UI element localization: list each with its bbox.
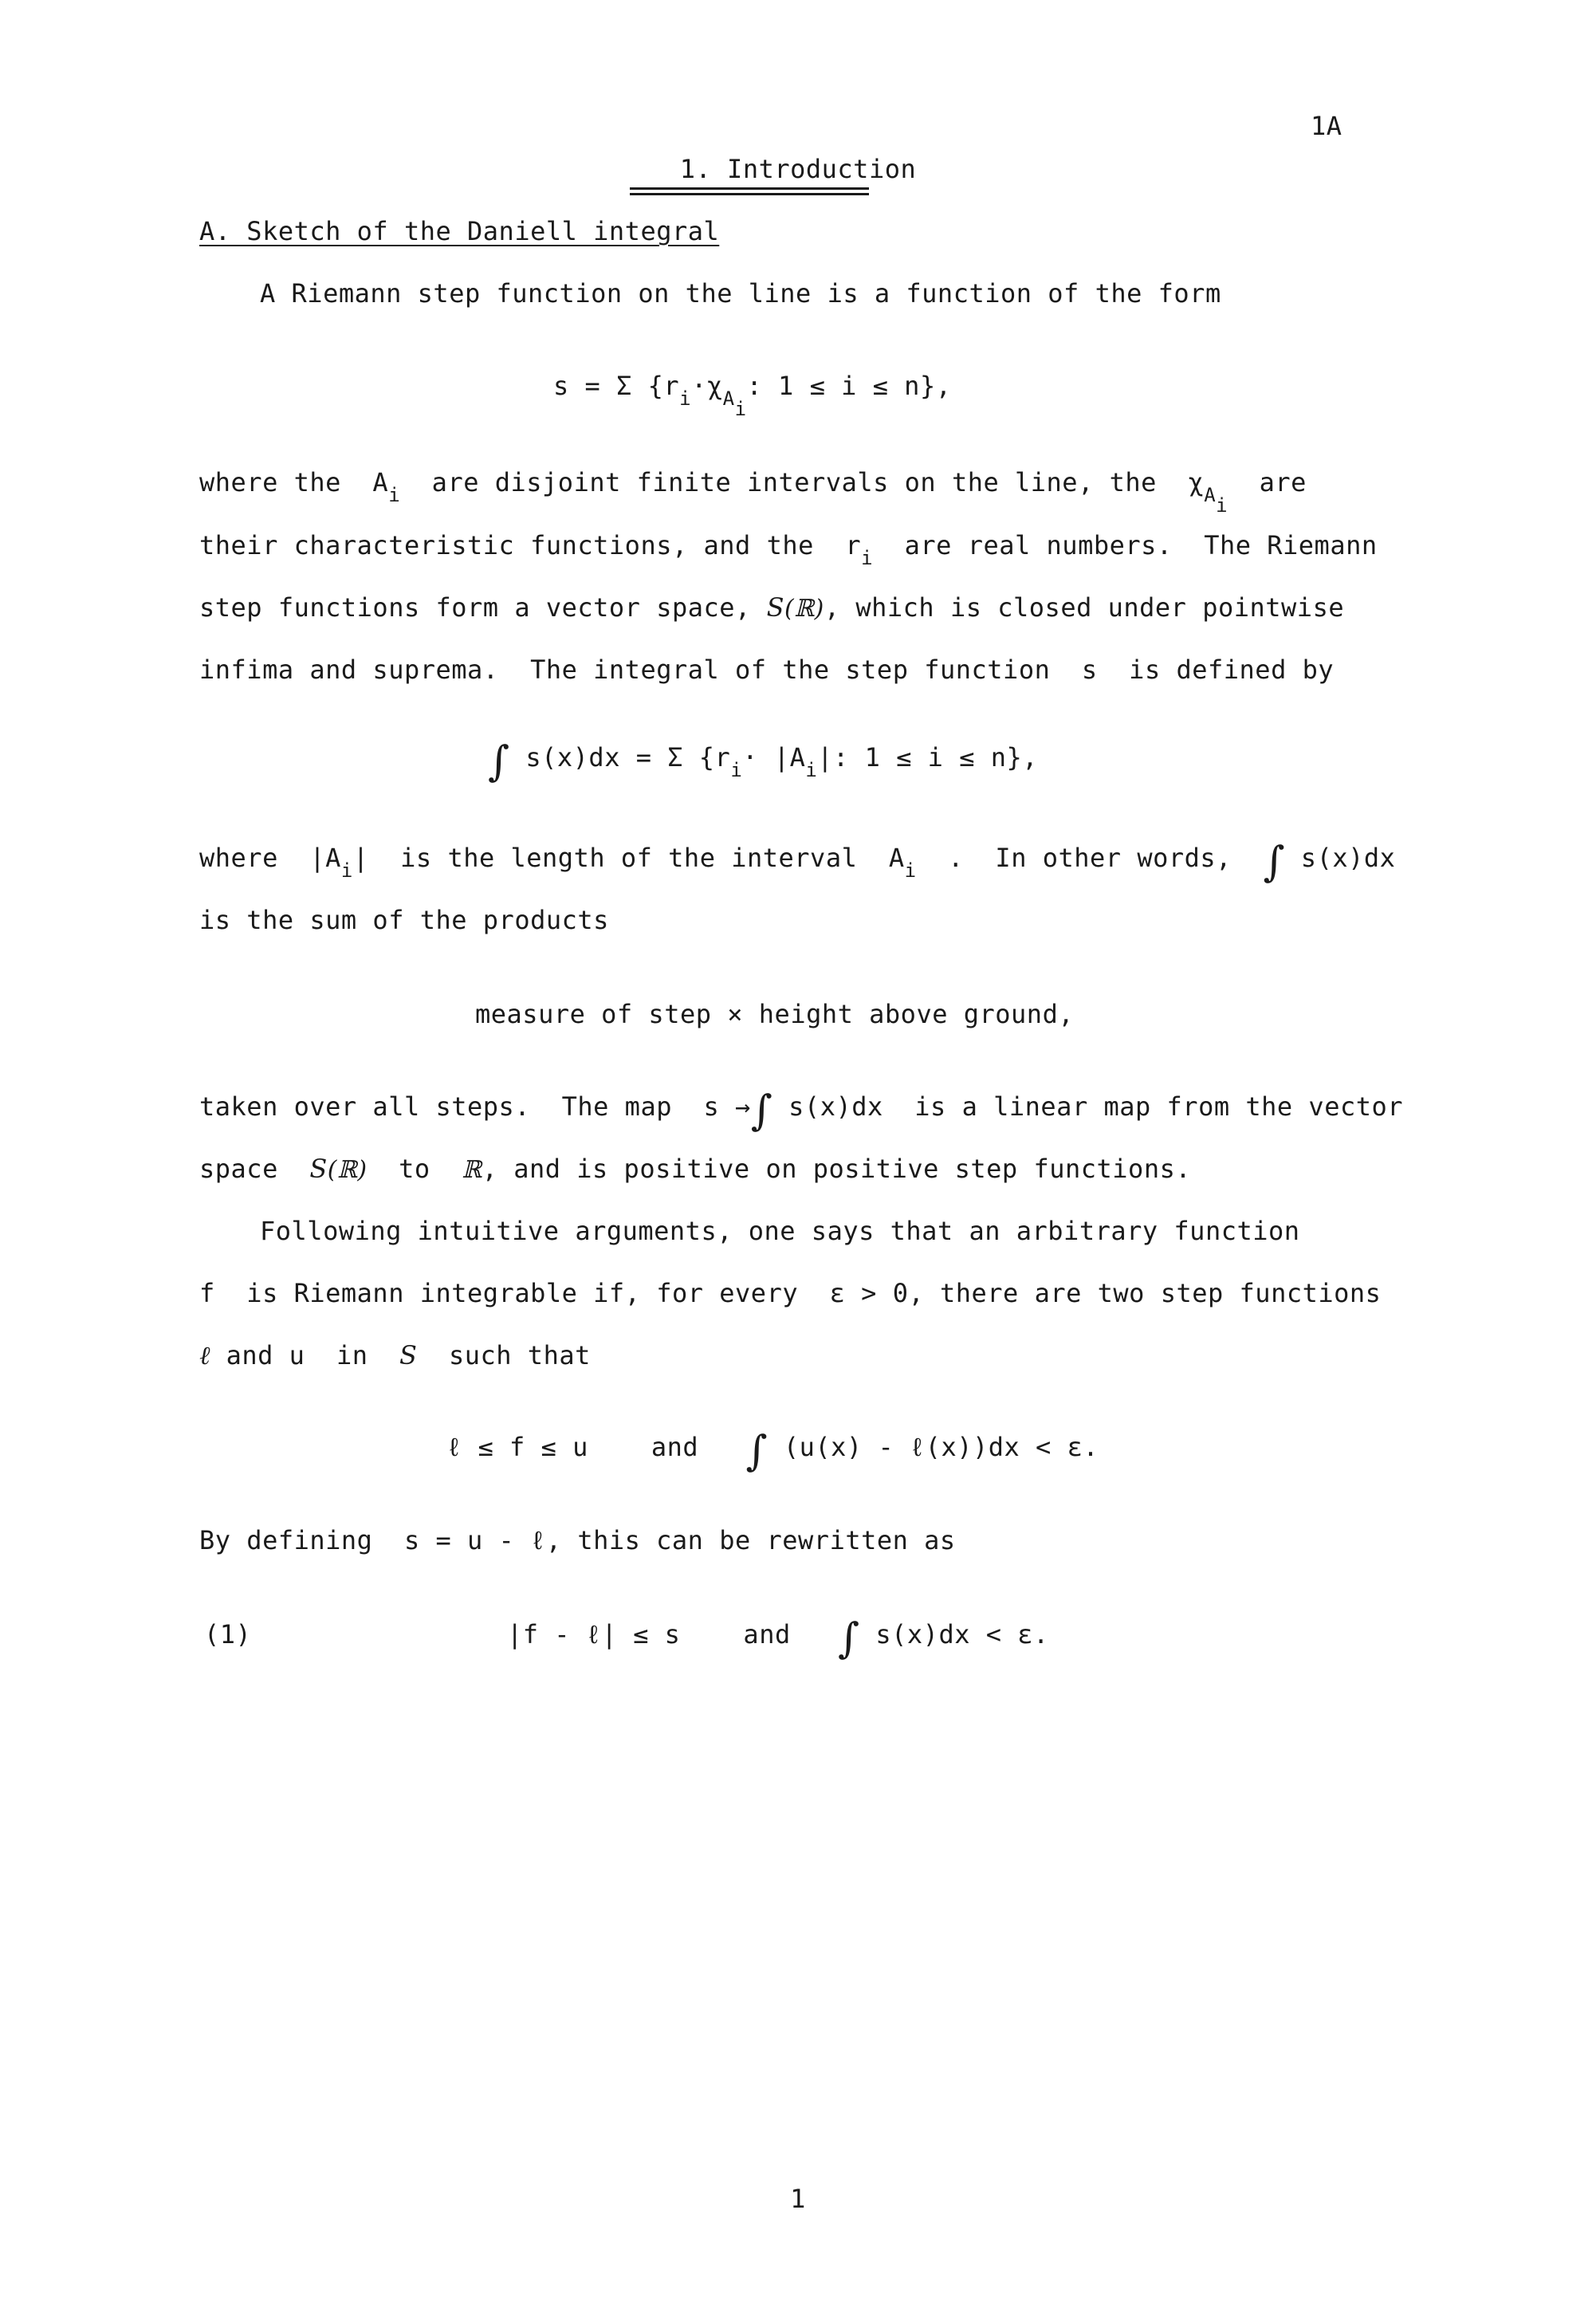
paragraph-4-line-2: space S(ℝ) to ℝ, and is positive on positive step functions. — [199, 1154, 1192, 1184]
paragraph-5-line-3: ℓ and u in S such that — [199, 1340, 591, 1370]
page-label: 1A — [1311, 111, 1342, 141]
paragraph-5-line-2: f is Riemann integrable if, for every ε > 0, there are two step functions — [199, 1278, 1382, 1308]
paragraph-6: By defining s = u - ℓ, this can be rewritten as — [199, 1525, 956, 1555]
paragraph-5-line-1: Following intuitive arguments, one says that an arbitrary function — [260, 1216, 1300, 1246]
equation-3: measure of step × height above ground, — [475, 999, 1075, 1029]
equation-2: ∫ s(x)dx = Σ {$r_i\cdot |A_i|$: 1 ≤ i ≤ n}, — [488, 737, 1038, 786]
section-title-text: 1. Introduction — [679, 154, 917, 184]
section-title-underline-1 — [630, 187, 869, 190]
paragraph-4-line-1: taken over all steps. The map s →∫ s(x)dx is a linear map from the vector — [199, 1087, 1404, 1135]
equation-1: s = Σ {$r_i\cdot\chi_{A_i}$: 1 ≤ i ≤ n}, — [553, 371, 952, 421]
integral-sign: ∫ — [745, 1427, 769, 1476]
page-number: 1 — [790, 2184, 806, 2214]
integral-sign: ∫ — [838, 1614, 860, 1663]
section-title — [0, 153, 1596, 185]
paragraph-3-line-1: where $|A_i|$ is the length of the interval $A_i$ . In other words, ∫ s(x)dx — [199, 838, 1396, 887]
integral-sign: ∫ — [488, 737, 510, 786]
paragraph-3-line-2: is the sum of the products — [199, 905, 609, 935]
equation-number: (1) — [204, 1619, 252, 1650]
paragraph-2-line-4: infima and suprema. The integral of the step function s is defined by — [199, 655, 1335, 685]
section-title-underline-2 — [630, 193, 869, 195]
script-S-symbol: S — [309, 1154, 328, 1184]
integral-sign: ∫ — [750, 1087, 773, 1135]
script-S-symbol: S — [399, 1340, 418, 1370]
script-S-symbol: S — [766, 592, 784, 623]
paragraph-2-line-2: their characteristic functions, and the $r_i$ are real numbers. The Riemann — [199, 530, 1378, 570]
equation-5: |f - ℓ| ≤ s and ∫ s(x)dx < ε. — [507, 1614, 1049, 1663]
paragraph-2-line-3: step functions form a vector space, S(ℝ), which is closed under pointwise — [199, 592, 1345, 623]
equation-4: ℓ ≤ f ≤ u and ∫ (u(x) - ℓ(x))dx < ε. — [446, 1427, 1099, 1476]
integral-sign: ∫ — [1263, 838, 1286, 887]
paragraph-1: A Riemann step function on the line is a function of the form — [260, 278, 1221, 309]
paragraph-2-line-1: where the $A_i$ are disjoint finite intervals on the line, the $\chi_{A_i}$ are — [199, 467, 1307, 517]
subsection-title: A. Sketch of the Daniell integral — [199, 216, 720, 246]
